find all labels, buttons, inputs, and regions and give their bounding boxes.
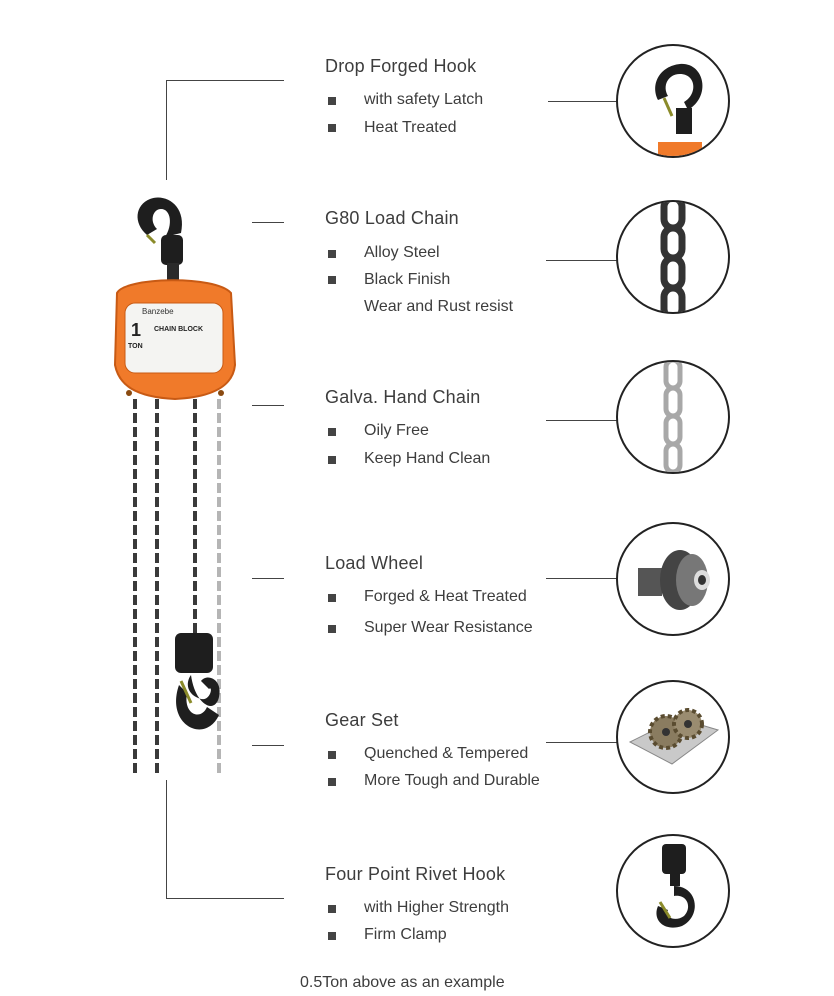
feature-title-rivet-hook: Four Point Rivet Hook bbox=[325, 864, 506, 884]
feature-bullet: More Tough and Durable bbox=[364, 772, 540, 789]
bullet-square bbox=[328, 932, 336, 940]
connector-top-vertical bbox=[166, 80, 167, 180]
pointer-line bbox=[548, 101, 618, 102]
footer-note: 0.5Ton above as an example bbox=[300, 974, 505, 991]
feature-title-load-chain: G80 Load Chain bbox=[325, 208, 459, 228]
housing-capacity-number: 1 bbox=[131, 320, 142, 340]
bullet-square bbox=[328, 905, 336, 913]
feature-bullet: Keep Hand Clean bbox=[364, 450, 491, 467]
bullet-square bbox=[328, 625, 336, 633]
feature-bullet: with safety Latch bbox=[364, 91, 484, 108]
pointer-line bbox=[546, 742, 618, 743]
connector-chain bbox=[252, 222, 284, 223]
connector-top-horizontal bbox=[166, 80, 284, 81]
feature-title-gear-set: Gear Set bbox=[325, 710, 399, 730]
bullet-square bbox=[328, 97, 336, 105]
top-hook-icon bbox=[138, 197, 183, 283]
hand-chain-icon bbox=[618, 362, 728, 472]
housing-brand: Banzebe bbox=[142, 307, 174, 316]
feature-bullet: Oily Free bbox=[364, 422, 429, 439]
feature-bullet: Heat Treated bbox=[364, 119, 457, 136]
chain-hoist-illustration bbox=[95, 185, 255, 785]
detail-circle-gear-set bbox=[616, 680, 730, 794]
detail-circle-rivet-hook bbox=[616, 834, 730, 948]
feature-title-load-wheel: Load Wheel bbox=[325, 553, 424, 573]
bottom-hook-icon bbox=[175, 633, 220, 729]
feature-extra: Wear and Rust resist bbox=[364, 298, 514, 315]
detail-circle-hook bbox=[616, 44, 730, 158]
bullet-square bbox=[328, 250, 336, 258]
feature-bullet: Firm Clamp bbox=[364, 926, 447, 943]
bullet-square bbox=[328, 428, 336, 436]
feature-bullet: Forged & Heat Treated bbox=[364, 588, 527, 605]
connector-hand-chain bbox=[252, 405, 284, 406]
feature-bullet: Super Wear Resistance bbox=[364, 619, 533, 636]
bullet-square bbox=[328, 124, 336, 132]
bullet-square bbox=[328, 456, 336, 464]
bullet-square bbox=[328, 594, 336, 602]
housing-capacity-unit: TON bbox=[128, 343, 143, 350]
gear-set-icon bbox=[618, 682, 728, 792]
pointer-line bbox=[546, 420, 618, 421]
bullet-square bbox=[328, 276, 336, 284]
hook-icon bbox=[618, 46, 728, 156]
housing-label: CHAIN BLOCK bbox=[154, 326, 203, 333]
feature-bullet: Quenched & Tempered bbox=[364, 745, 529, 762]
bullet-square bbox=[328, 778, 336, 786]
connector-load-wheel bbox=[252, 578, 284, 579]
feature-bullet: with Higher Strength bbox=[364, 899, 509, 916]
load-wheel-icon bbox=[618, 524, 728, 634]
bullet-square bbox=[328, 751, 336, 759]
detail-circle-load-wheel bbox=[616, 522, 730, 636]
connector-bottom-horizontal bbox=[166, 898, 284, 899]
feature-bullet: Black Finish bbox=[364, 271, 451, 288]
rivet-hook-icon bbox=[618, 836, 728, 946]
feature-title-hook: Drop Forged Hook bbox=[325, 56, 477, 76]
detail-circle-load-chain bbox=[616, 200, 730, 314]
feature-bullet: Alloy Steel bbox=[364, 244, 440, 261]
feature-title-hand-chain: Galva. Hand Chain bbox=[325, 387, 481, 407]
detail-circle-hand-chain bbox=[616, 360, 730, 474]
pointer-line bbox=[546, 578, 618, 579]
chain-icon bbox=[618, 202, 728, 312]
connector-bottom-vertical bbox=[166, 780, 167, 898]
pointer-line bbox=[546, 260, 618, 261]
connector-gear-set bbox=[252, 745, 284, 746]
